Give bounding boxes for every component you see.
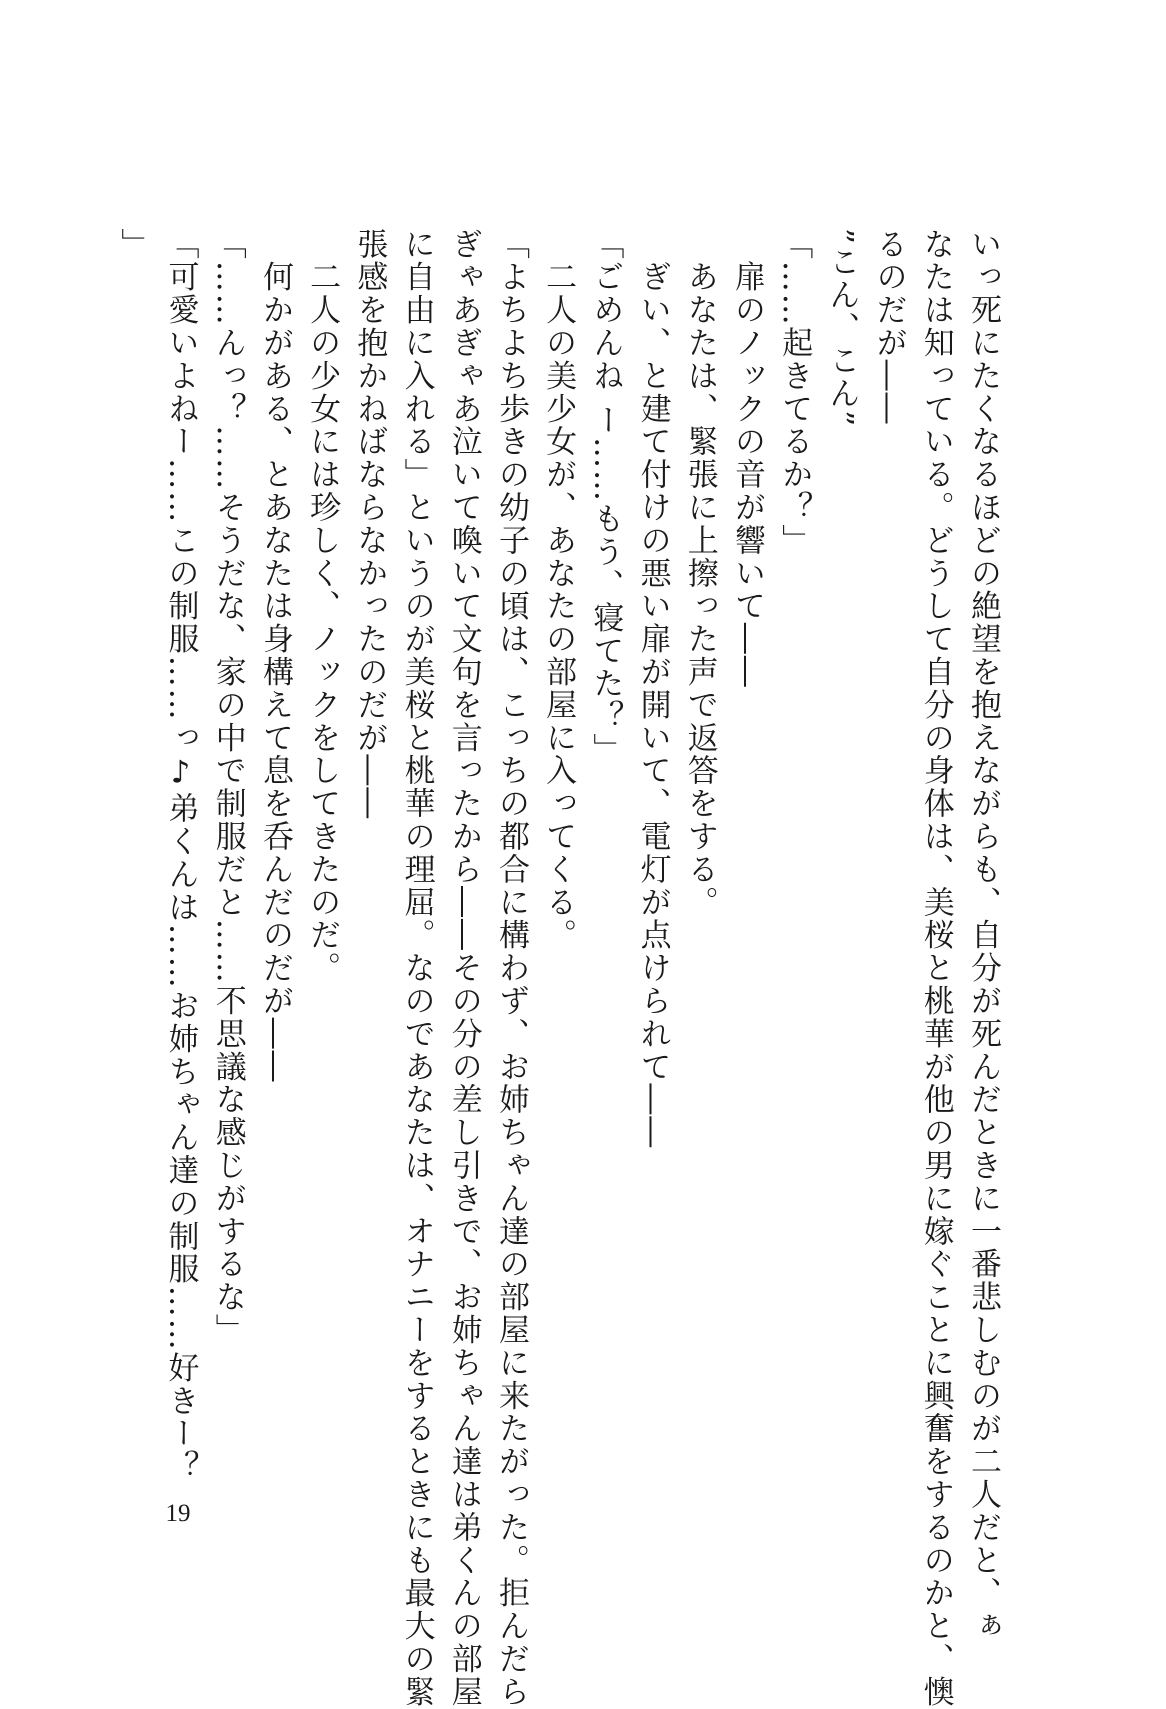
text-line-9: 「ごめんね ー……もう、寝てた？」	[587, 228, 624, 767]
page-number: 19	[165, 1500, 191, 1527]
text-line-17: 「……んっ？……そうだな、家の中で制服だと……不思議な感じがするな」	[209, 228, 246, 1347]
text-line-4: ”こん、こん”	[823, 228, 860, 428]
text-line-2: なたは知っている。どうして自分の身体は、美桜と桃華が他の男に嫁ぐことに興奮をするのかと、懊	[917, 228, 954, 1709]
text-line-11: 「よちよち歩きの幼子の頃は、こっちの都合に構わず、お姉ちゃん達の部屋に来たがった。拒んだら	[492, 228, 529, 1709]
text-line-18: 「可愛いよねー……この制服……っ♪弟くんは……お姉ちゃん達の制服……好きー？	[162, 228, 199, 1484]
text-line-5: 「……起きてるか？」	[776, 228, 813, 557]
text-line-8: ぎい、と建て付けの悪い扉が開いて、電灯が点けられて――	[634, 228, 671, 1150]
text-line-7: あなたは、緊張に上擦った声で返答をする。	[681, 228, 718, 919]
text-line-16: 何かがある、とあなたは身構えて息を呑んだのだが――	[256, 228, 293, 1084]
text-line-10: 二人の美少女が、あなたの部屋に入ってくる。	[540, 228, 577, 952]
text-line-13: に自由に入れる」というのが美桜と桃華の理屈。なのであなたは、オナニーをするときにも最大の緊	[398, 228, 435, 1709]
text-line-12: ぎゃあぎゃあ泣いて喚いて文句を言ったから――その分の差し引きで、お姉ちゃん達は弟くんの部屋	[445, 228, 482, 1709]
text-line-15: 二人の少女には珍しく、ノックをしてきたのだ。	[304, 228, 341, 985]
text-line-14: 張感を抱かねばならなかったのだが――	[351, 228, 388, 821]
text-line-6: 扉のノックの音が響いて――	[728, 228, 765, 689]
text-line-19: 」	[115, 228, 152, 261]
text-line-3: るのだが――	[870, 228, 907, 426]
text-line-1: いっ死にたくなるほどの絶望を抱えながらも、自分が死んだときに一番悲しむのが二人だと、ぁ	[965, 228, 1001, 1643]
